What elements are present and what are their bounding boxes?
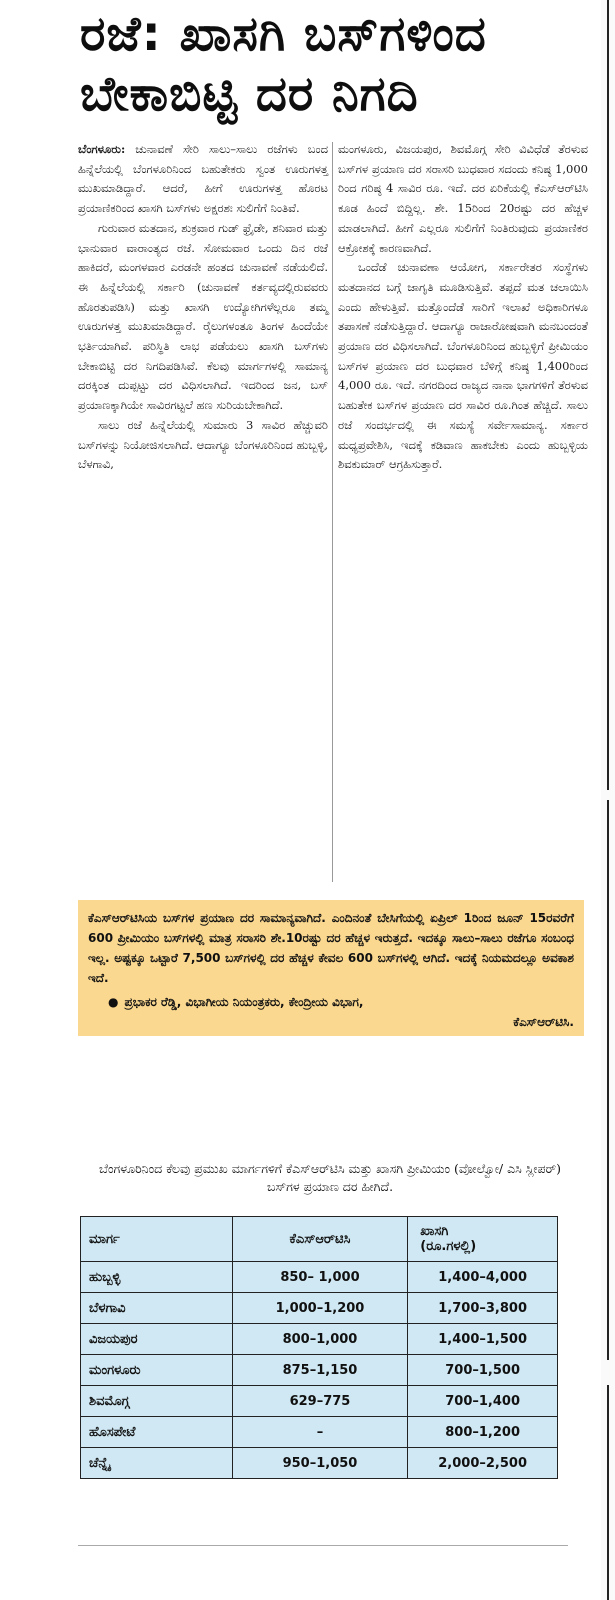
article-column-left — [78, 140, 328, 475]
route-cell: ಚೆನ್ನೈ — [81, 1448, 233, 1479]
headline — [80, 4, 580, 124]
private-fare-cell: 1,400–1,500 — [408, 1324, 558, 1355]
ksrtc-fare-cell: 850– 1,000 — [232, 1262, 408, 1293]
table-row — [81, 1293, 558, 1324]
article-paragraph: ಸಾಲು ರಜೆ ಹಿನ್ನೆಲೆಯಲ್ಲಿ ಸುಮಾರು 3 ಸಾವಿರ ಹೆಚ್ಚುವರಿ ಬಸ್‌ಗಳನ್ನು ನಿಯೋಜಿಸಲಾಗಿದೆ. ಆದಾಗ್ಯೂ ಬೆಂಗಳೂರಿನಿಂದ ಹುಬ್ಬಳ್ಳಿ, ಬೆಳಗಾವಿ, — [78, 417, 328, 472]
table-row — [81, 1386, 558, 1417]
headline-line-1: ರಜೆ: ಖಾಸಗಿ ಬಸ್‌ಗಳಿಂದ — [80, 6, 487, 62]
column-divider — [332, 142, 333, 882]
quote-text: ಕೆಎಸ್‌ಆರ್‌ಟಿಸಿಯ ಬಸ್‌ಗಳ ಪ್ರಯಾಣ ದರ ಸಾಮಾನ್ಯವಾಗಿದೆ. ಎಂದಿನಂತೆ ಬೇಸಿಗೆಯಲ್ಲಿ ಏಪ್ರಿಲ್ 1ರಿಂದ ಜೂನ್ 15ರವರೆಗೆ 600 ಪ್ರೀಮಿಯಂ ಬಸ್‌ಗಳಲ್ಲಿ ಮಾತ್ರ ಸರಾಸರಿ ಶೇ.10ರಷ್ಟು ದರ ಹೆಚ್ಚಳ ಇರುತ್ತದೆ. ಇದಕ್ಕೂ ಸಾಲು–ಸಾಲು ರಜೆಗೂ ಸಂಬಂಧ ಇಲ್ಲ. ಅಷ್ಟಕ್ಕೂ ಒಟ್ಟಾರೆ 7,500 ಬಸ್‌ಗಳಲ್ಲಿ ದರ ಹೆಚ್ಚಳ ಕೇವಲ 600 ಬಸ್‌ಗಳಲ್ಲಿ ಆಗಿದೆ. ಇದಕ್ಕೆ ನಿಯಮದಲ್ಲೂ ಅವಕಾಶ ಇದೆ. — [88, 911, 574, 985]
table-row — [81, 1355, 558, 1386]
quote-attribution-org: ಕೆಎಸ್‌ಆರ್‌ಟಿಸಿ. — [513, 1015, 574, 1029]
private-fare-cell: 1,400–4,000 — [408, 1262, 558, 1293]
route-cell: ಹುಬ್ಬಳ್ಳಿ — [81, 1262, 233, 1293]
table-row — [81, 1448, 558, 1479]
table-header-row — [81, 1217, 558, 1262]
private-fare-cell: 2,000–2,500 — [408, 1448, 558, 1479]
ksrtc-fare-cell: 800–1,000 — [232, 1324, 408, 1355]
article-paragraph: ಗುರುವಾರ ಮತದಾನ, ಶುಕ್ರವಾರ ಗುಡ್ ಫ್ರೈಡೇ, ಶನಿವಾರ ಮತ್ತು ಭಾನುವಾರ ವಾರಾಂತ್ಯದ ರಜೆ. ಸೋಮವಾರ ಒಂದು ದಿನ ರಜೆ ಹಾಕಿದರೆ, ಮಂಗಳವಾರ ಎರಡನೇ ಹಂತದ ಚುನಾವಣೆ ನಡೆಯಲಿದೆ. ಈ ಹಿನ್ನೆಲೆಯಲ್ಲಿ ಸರ್ಕಾರಿ (ಚುನಾವಣೆ ಕರ್ತವ್ಯದಲ್ಲಿರುವವರು ಹೊರತುಪಡಿಸಿ) ಮತ್ತು ಖಾಸಗಿ ಉದ್ಯೋಗಿಗಳೆಲ್ಲರೂ ತಮ್ಮ ಊರುಗಳತ್ತ ಮುಖಮಾಡಿದ್ದಾರೆ. ರೈಲುಗಳಂತೂ ತಿಂಗಳ ಹಿಂದೆಯೇ ಭರ್ತಿಯಾಗಿವೆ. ಪರಿಸ್ಥಿತಿ ಲಾಭ ಪಡೆಯಲು ಖಾಸಗಿ ಬಸ್‌ಗಳು ಬೇಕಾಬಿಟ್ಟಿ ದರ ನಿಗದಿಪಡಿಸಿವೆ. ಕೆಲವು ಮಾರ್ಗಗಳಲ್ಲಿ ಸಾಮಾನ್ಯ ದರಕ್ಕಿಂತ ದುಪ್ಪಟ್ಟು ದರ ವಿಧಿಸಲಾಗಿದೆ. ಇದರಿಂದ ಜನ, ಬಸ್ ಪ್ರಯಾಣಕ್ಕಾಗಿಯೇ ಸಾವಿರಗಟ್ಟಲೆ ಹಣ ಸುರಿಯಬೇಕಾಗಿದೆ. — [78, 220, 328, 413]
header-ksrtc: ಕೆಎಸ್‌ಆರ್‌ಟಿಸಿ — [232, 1217, 408, 1262]
private-fare-cell: 1,700–3,800 — [408, 1293, 558, 1324]
private-fare-cell: 700–1,400 — [408, 1386, 558, 1417]
ksrtc-fare-cell: 1,000–1,200 — [232, 1293, 408, 1324]
route-cell: ವಿಜಯಪುರ — [81, 1324, 233, 1355]
edge-rule — [607, 1385, 609, 1600]
article-column-right — [338, 140, 588, 475]
edge-rule — [607, 800, 609, 1360]
edge-rule — [607, 0, 609, 790]
header-private: ಖಾಸಗಿ (ರೂ.ಗಳಲ್ಲಿ) — [408, 1217, 558, 1262]
dateline: ಬೆಂಗಳೂರು: — [78, 142, 126, 156]
header-unit: (ರೂ.ಗಳಲ್ಲಿ) — [420, 1239, 477, 1254]
ksrtc-fare-cell: 629–775 — [232, 1386, 408, 1417]
route-cell: ಮಂಗಳೂರು — [81, 1355, 233, 1386]
table-row — [81, 1417, 558, 1448]
article-paragraph: ಮಂಗಳೂರು, ವಿಜಯಪುರ, ಶಿವಮೊಗ್ಗ ಸೇರಿ ವಿವಿಧೆಡೆ ತೆರಳುವ ಬಸ್‌ಗಳ ಪ್ರಯಾಣ ದರ ಸರಾಸರಿ ಬುಧವಾರ ಸದಂದು ಕನಿಷ್ಠ 1,000 ರಿಂದ ಗರಿಷ್ಠ 4 ಸಾವಿರ ರೂ. ಇದೆ. ದರ ಏರಿಕೆಯಲ್ಲಿ ಕೆಎಸ್‌ಆರ್‌ಟಿಸಿ ಕೂಡ ಹಿಂದೆ ಬಿದ್ದಿಲ್ಲ. ಶೇ. 15ರಿಂದ 20ರಷ್ಟು ದರ ಹೆಚ್ಚಳ ಮಾಡಲಾಗಿದೆ. ಹೀಗೆ ಎಲ್ಲರೂ ಸುಲಿಗೆಗೆ ನಿಂತಿರುವುದು ಪ್ರಯಾಣಿಕರ ಆಕ್ರೋಶಕ್ಕೆ ಕಾರಣವಾಗಿದೆ. — [338, 142, 588, 255]
table-caption: ಬೆಂಗಳೂರಿನಿಂದ ಕೆಲವು ಪ್ರಮುಖ ಮಾರ್ಗಗಳಿಗೆ ಕೆಎಸ್‌ಆರ್‌ಟಿಸಿ ಮತ್ತು ಖಾಸಗಿ ಪ್ರೀಮಿಯಂ (ವೋಲ್ವೋ/ ಎಸಿ ಸ್ಲೀಪರ್) ಬಸ್‌ಗಳ ಪ್ರಯಾಣ ದರ ಹೀಗಿದೆ. — [98, 1161, 562, 1194]
ksrtc-fare-cell: 950–1,050 — [232, 1448, 408, 1479]
ksrtc-fare-cell: 875–1,150 — [232, 1355, 408, 1386]
article-paragraph: ಬೆಂಗಳೂರು: ಚುನಾವಣೆ ಸೇರಿ ಸಾಲು–ಸಾಲು ರಜೆಗಳು ಬಂದ ಹಿನ್ನೆಲೆಯಲ್ಲಿ ಬೆಂಗಳೂರಿನಿಂದ ಬಹುತೇಕರು ಸ್ವಂತ ಊರುಗಳತ್ತ ಮುಖಮಾಡಿದ್ದಾರೆ. ಆದರೆ, ಹೀಗೆ ಊರುಗಳತ್ತ ಹೊರಟ ಪ್ರಯಾಣಿಕರಿಂದ ಖಾಸಗಿ ಬಸ್‌ಗಳು ಅಕ್ಷರಶಃ ಸುಲಿಗೆಗೆ ನಿಂತಿವೆ. — [78, 142, 329, 216]
table-row — [81, 1262, 558, 1293]
article-paragraph: ಒಂದೆಡೆ ಚುನಾವಣಾ ಆಯೋಗ, ಸರ್ಕಾರೇತರ ಸಂಸ್ಥೆಗಳು ಮತದಾನದ ಬಗ್ಗೆ ಜಾಗೃತಿ ಮೂಡಿಸುತ್ತಿವೆ. ತಪ್ಪದೆ ಮತ ಚಲಾಯಿಸಿ ಎಂದು ಹೇಳುತ್ತಿವೆ. ಮತ್ತೊಂದೆಡೆ ಸಾರಿಗೆ ಇಲಾಖೆ ಅಧಿಕಾರಿಗಳೂ ತಪಾಸಣೆ ನಡೆಸುತ್ತಿದ್ದಾರೆ. ಆದಾಗ್ಯೂ ರಾಜಾರೋಷವಾಗಿ ಮನಬಂದಂತೆ ಪ್ರಯಾಣ ದರ ವಿಧಿಸಲಾಗಿದೆ. ಬೆಂಗಳೂರಿನಿಂದ ಹುಬ್ಬಳ್ಳಿಗೆ ಪ್ರೀಮಿಯಂ ಬಸ್‌ಗಳ ಪ್ರಯಾಣ ದರ ಬುಧವಾರ ಬೆಳಿಗ್ಗೆ ಕನಿಷ್ಠ 1,400ರಿಂದ 4,000 ರೂ. ಇದೆ. ನಗರದಿಂದ ರಾಜ್ಯದ ನಾನಾ ಭಾಗಗಳಿಗೆ ತೆರಳುವ ಬಹುತೇಕ ಬಸ್‌ಗಳ ಪ್ರಯಾಣ ದರ ಸಾವಿರ ರೂ.ಗಿಂತ ಹೆಚ್ಚಿದೆ. ಸಾಲು ರಜೆ ಸಂದರ್ಭದಲ್ಲಿ ಈ ಸಮಸ್ಯೆ ಸರ್ವೇಸಾಮಾನ್ಯ. ಸರ್ಕಾರ ಮಧ್ಯಪ್ರವೇಶಿಸಿ, ಇದಕ್ಕೆ ಕಡಿವಾಣ ಹಾಕಬೇಕು ಎಂದು ಹುಬ್ಬಳ್ಳಿಯ ಶಿವಕುಮಾರ್ ಆಗ್ರಹಿಸುತ್ತಾರೆ. — [338, 260, 588, 472]
private-fare-cell: 800–1,200 — [408, 1417, 558, 1448]
route-cell: ಬೆಳಗಾವಿ — [81, 1293, 233, 1324]
fare-table — [80, 1216, 558, 1479]
bullet-icon: ● — [108, 995, 119, 1009]
headline-line-2: ಬೇಕಾಬಿಟ್ಟಿ ದರ ನಿಗದಿ — [80, 66, 419, 122]
adjacent-column-edge — [601, 0, 615, 1600]
header-route: ಮಾರ್ಗ — [81, 1217, 233, 1262]
quote-box — [78, 900, 584, 1036]
private-fare-cell: 700–1,500 — [408, 1355, 558, 1386]
table-row — [81, 1324, 558, 1355]
quote-attribution: ● ಪ್ರಭಾಕರ ರೆಡ್ಡಿ, ವಿಭಾಗೀಯ ನಿಯಂತ್ರಕರು, ಕೇಂದ್ರೀಯ ವಿಭಾಗ, — [108, 995, 364, 1009]
bottom-rule — [78, 1545, 568, 1546]
route-cell: ಶಿವಮೊಗ್ಗ — [81, 1386, 233, 1417]
article-body — [78, 140, 588, 888]
route-cell: ಹೊಸಪೇಟೆ — [81, 1417, 233, 1448]
ksrtc-fare-cell: – — [232, 1417, 408, 1448]
